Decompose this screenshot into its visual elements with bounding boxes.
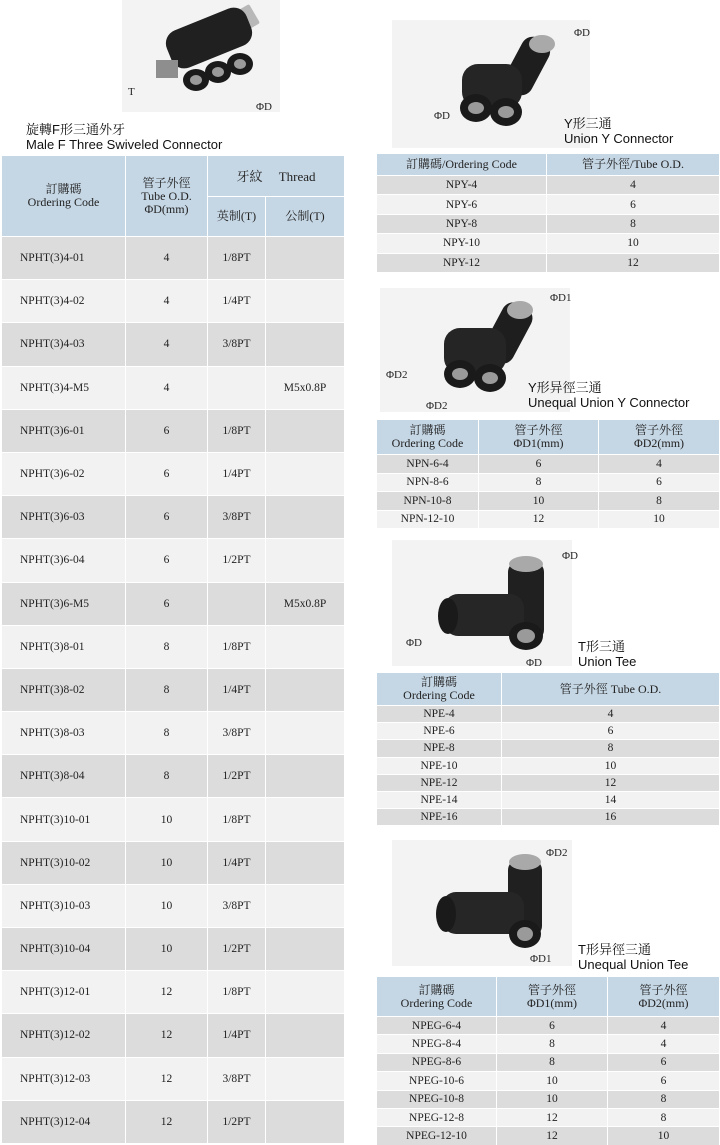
cell-pt: 3/8PT [208, 323, 266, 366]
header-d2: 管子外徑 ΦD2(mm) [608, 977, 720, 1017]
cell-metric [266, 539, 345, 582]
header-tube-od: 管子外徑 Tube O.D. ΦD(mm) [126, 156, 208, 237]
cell-ordering-code: NPN-10-8 [377, 492, 479, 511]
cell-ordering-code: NPHT(3)10-04 [2, 928, 126, 971]
table-row [377, 774, 720, 791]
table-row [377, 1072, 720, 1090]
cell-od: 6 [502, 723, 720, 740]
table-row [2, 323, 345, 366]
table-row [377, 253, 720, 272]
header-tube-od: 管子外徑 Tube O.D. [502, 673, 720, 706]
cell-ordering-code: NPE-16 [377, 809, 502, 826]
cell-d1: 10 [497, 1072, 608, 1090]
cell-metric [266, 971, 345, 1014]
table-row [377, 757, 720, 774]
cell-ordering-code: NPY-12 [377, 253, 547, 272]
cell-od: 10 [126, 928, 208, 971]
cell-d2: 8 [608, 1090, 720, 1108]
cell-od: 4 [502, 706, 720, 723]
cell-od: 12 [502, 774, 720, 791]
cell-pt: 1/2PT [208, 755, 266, 798]
cell-ordering-code: NPE-8 [377, 740, 502, 757]
cell-metric: M5x0.8P [266, 582, 345, 625]
cell-od: 12 [126, 1057, 208, 1100]
cell-od: 6 [126, 539, 208, 582]
cell-pt: 1/4PT [208, 841, 266, 884]
cell-ordering-code: NPHT(3)4-03 [2, 323, 126, 366]
table-row [2, 539, 345, 582]
cell-ordering-code: NPHT(3)8-03 [2, 712, 126, 755]
cell-pt: 1/2PT [208, 539, 266, 582]
union-tee-label-bottom: ΦD [526, 657, 542, 669]
header-ordering-code: 訂購碼 Ordering Code [377, 977, 497, 1017]
cell-od: 12 [126, 1100, 208, 1143]
cell-pt: 1/2PT [208, 1100, 266, 1143]
cell-d1: 6 [479, 455, 599, 474]
cell-od: 10 [547, 234, 720, 253]
table-row [377, 809, 720, 826]
cell-ordering-code: NPN-12-10 [377, 510, 479, 529]
cell-d1: 8 [479, 473, 599, 492]
unequal-tee-label-d1: ΦD1 [530, 953, 552, 965]
cell-metric [266, 237, 345, 280]
cell-ordering-code: NPHT(3)6-01 [2, 409, 126, 452]
cell-ordering-code: NPY-8 [377, 214, 547, 233]
cell-od: 14 [502, 791, 720, 808]
cell-od: 8 [126, 755, 208, 798]
cell-d1: 10 [497, 1090, 608, 1108]
cell-od: 4 [126, 323, 208, 366]
cell-metric [266, 798, 345, 841]
cell-od: 10 [126, 798, 208, 841]
header-ordering-code: 訂購碼 Ordering Code [2, 156, 126, 237]
cell-od: 6 [126, 582, 208, 625]
header-thread-metric: 公制(T) [266, 197, 345, 237]
cell-pt: 1/4PT [208, 1014, 266, 1057]
table-row [2, 755, 345, 798]
cell-od: 10 [502, 757, 720, 774]
cell-metric: M5x0.8P [266, 366, 345, 409]
cell-d1: 12 [479, 510, 599, 529]
cell-ordering-code: NPHT(3)4-M5 [2, 366, 126, 409]
cell-pt: 1/4PT [208, 668, 266, 711]
cell-metric [266, 496, 345, 539]
table-row [377, 706, 720, 723]
cell-pt: 3/8PT [208, 496, 266, 539]
cell-ordering-code: NPHT(3)4-01 [2, 237, 126, 280]
cell-pt: 1/2PT [208, 928, 266, 971]
cell-d1: 12 [497, 1108, 608, 1126]
table-row [377, 740, 720, 757]
cell-metric [266, 668, 345, 711]
cell-d2: 10 [599, 510, 720, 529]
cell-metric [266, 1057, 345, 1100]
cell-d1: 10 [479, 492, 599, 511]
header-thread: 牙紋 Thread [208, 156, 345, 197]
cell-ordering-code: NPEG-10-8 [377, 1090, 497, 1108]
table-row [377, 492, 720, 511]
cell-ordering-code: NPHT(3)8-01 [2, 625, 126, 668]
cell-od: 4 [547, 176, 720, 195]
unequal-tee-photo [392, 840, 572, 966]
cell-metric [266, 928, 345, 971]
cell-metric [266, 884, 345, 927]
cell-metric [266, 625, 345, 668]
table-row [377, 1108, 720, 1126]
cell-ordering-code: NPEG-10-6 [377, 1072, 497, 1090]
table-row [2, 280, 345, 323]
cell-pt: 3/8PT [208, 1057, 266, 1100]
table-row [2, 409, 345, 452]
cell-d1: 6 [497, 1017, 608, 1035]
cell-ordering-code: NPHT(3)8-02 [2, 668, 126, 711]
cell-od: 6 [126, 496, 208, 539]
table-row [2, 798, 345, 841]
cell-metric [266, 280, 345, 323]
unequal-y-label-d2-left: ΦD2 [386, 369, 408, 381]
cell-ordering-code: NPE-10 [377, 757, 502, 774]
cell-d1: 8 [497, 1035, 608, 1053]
table-row [2, 452, 345, 495]
unequal-y-label-d2-bottom: ΦD2 [426, 400, 448, 412]
unequal-y-label-d1: ΦD1 [550, 292, 572, 304]
cell-ordering-code: NPHT(3)4-02 [2, 280, 126, 323]
table-row [2, 1100, 345, 1143]
cell-ordering-code: NPHT(3)6-M5 [2, 582, 126, 625]
cell-od: 4 [126, 280, 208, 323]
table-row [377, 723, 720, 740]
header-d1: 管子外徑 ΦD1(mm) [497, 977, 608, 1017]
header-ordering-code: 訂購碼 Ordering Code [377, 673, 502, 706]
cell-d2: 4 [599, 455, 720, 474]
cell-metric [266, 409, 345, 452]
cell-metric [266, 1100, 345, 1143]
cell-pt: 3/8PT [208, 712, 266, 755]
cell-od: 6 [547, 195, 720, 214]
union-y-title: Y形三通 Union Y Connector [564, 116, 674, 146]
cell-od: 4 [126, 237, 208, 280]
cell-od: 8 [547, 214, 720, 233]
union-y-label-left: ΦD [434, 110, 450, 122]
cell-ordering-code: NPE-6 [377, 723, 502, 740]
union-tee-label-top: ΦD [562, 550, 578, 562]
cell-od: 10 [126, 841, 208, 884]
union-y-photo [392, 20, 590, 148]
cell-ordering-code: NPEG-8-4 [377, 1035, 497, 1053]
table-row [2, 496, 345, 539]
table-row [377, 473, 720, 492]
cell-metric [266, 1014, 345, 1057]
cell-pt [208, 582, 266, 625]
cell-ordering-code: NPN-6-4 [377, 455, 479, 474]
table-row [2, 1057, 345, 1100]
cell-od: 12 [126, 971, 208, 1014]
header-tube-od: 管子外徑/Tube O.D. [547, 154, 720, 176]
cell-pt: 1/8PT [208, 625, 266, 668]
cell-od: 12 [547, 253, 720, 272]
cell-ordering-code: NPY-6 [377, 195, 547, 214]
cell-pt: 1/4PT [208, 280, 266, 323]
cell-d2: 10 [608, 1127, 720, 1145]
main-title [26, 122, 222, 152]
cell-ordering-code: NPEG-8-6 [377, 1053, 497, 1071]
table-row [2, 928, 345, 971]
cell-od: 10 [126, 884, 208, 927]
table-row [377, 1035, 720, 1053]
table-row [2, 237, 345, 280]
table-row [377, 1127, 720, 1145]
unequal-y-title: Y形异徑三通 Unequal Union Y Connector [528, 380, 690, 410]
union-tee-title: T形三通 Union Tee [578, 639, 637, 669]
union-y-label-top: ΦD [574, 27, 590, 39]
cell-ordering-code: NPHT(3)10-03 [2, 884, 126, 927]
table-row [377, 176, 720, 195]
table-row [377, 1090, 720, 1108]
table-row [377, 1017, 720, 1035]
cell-ordering-code: NPHT(3)12-01 [2, 971, 126, 1014]
cell-ordering-code: NPN-8-6 [377, 473, 479, 492]
unequal-tee-title: T形异徑三通 Unequal Union Tee [578, 942, 689, 972]
cell-d2: 4 [608, 1017, 720, 1035]
table-row [377, 455, 720, 474]
cell-ordering-code: NPEG-12-8 [377, 1108, 497, 1126]
cell-ordering-code: NPY-10 [377, 234, 547, 253]
cell-od: 8 [126, 712, 208, 755]
main-title-cn: 旋轉F形三通外牙 [26, 122, 125, 137]
cell-d2: 6 [599, 473, 720, 492]
cell-d2: 6 [608, 1053, 720, 1071]
cell-ordering-code: NPE-12 [377, 774, 502, 791]
table-row [377, 214, 720, 233]
cell-ordering-code: NPHT(3)6-04 [2, 539, 126, 582]
cell-d1: 12 [497, 1127, 608, 1145]
table-row [2, 971, 345, 1014]
cell-ordering-code: NPEG-12-10 [377, 1127, 497, 1145]
table-row [2, 1014, 345, 1057]
union-y-table [376, 153, 720, 273]
main-title-en: Male F Three Swiveled Connector [26, 137, 223, 152]
cell-ordering-code: NPHT(3)12-04 [2, 1100, 126, 1143]
union-tee-table [376, 672, 720, 826]
cell-od: 8 [126, 625, 208, 668]
unequal-y-table [376, 419, 720, 529]
table-row [2, 625, 345, 668]
cell-ordering-code: NPE-4 [377, 706, 502, 723]
male-f-table [1, 155, 345, 1144]
cell-metric [266, 323, 345, 366]
cell-ordering-code: NPHT(3)8-04 [2, 755, 126, 798]
table-row [2, 366, 345, 409]
table-row [377, 791, 720, 808]
cell-metric [266, 452, 345, 495]
cell-od: 16 [502, 809, 720, 826]
cell-d2: 8 [599, 492, 720, 511]
cell-pt: 1/8PT [208, 971, 266, 1014]
cell-ordering-code: NPHT(3)10-01 [2, 798, 126, 841]
cell-pt: 1/8PT [208, 798, 266, 841]
photo-label-d: ΦD [256, 101, 272, 113]
cell-pt: 1/4PT [208, 452, 266, 495]
table-row [2, 841, 345, 884]
cell-pt: 1/8PT [208, 409, 266, 452]
cell-d2: 6 [608, 1072, 720, 1090]
cell-ordering-code: NPHT(3)12-03 [2, 1057, 126, 1100]
cell-od: 6 [126, 452, 208, 495]
header-thread-pt: 英制(T) [208, 197, 266, 237]
cell-pt: 1/8PT [208, 237, 266, 280]
table-row [2, 884, 345, 927]
cell-ordering-code: NPHT(3)6-03 [2, 496, 126, 539]
table-row [2, 668, 345, 711]
union-tee-label-left: ΦD [406, 637, 422, 649]
cell-ordering-code: NPHT(3)10-02 [2, 841, 126, 884]
cell-pt [208, 366, 266, 409]
photo-label-t: T [128, 86, 135, 98]
table-row [377, 195, 720, 214]
table-row [377, 234, 720, 253]
male-f-connector-photo [122, 0, 280, 112]
table-row [2, 712, 345, 755]
cell-pt: 3/8PT [208, 884, 266, 927]
header-ordering-code: 訂購碼 Ordering Code [377, 420, 479, 455]
cell-ordering-code: NPE-14 [377, 791, 502, 808]
table-row [377, 1053, 720, 1071]
table-row [2, 582, 345, 625]
header-d1: 管子外徑 ΦD1(mm) [479, 420, 599, 455]
cell-metric [266, 712, 345, 755]
unequal-tee-table [376, 976, 720, 1145]
table-row [377, 510, 720, 529]
cell-d2: 4 [608, 1035, 720, 1053]
cell-metric [266, 755, 345, 798]
cell-od: 12 [126, 1014, 208, 1057]
unequal-tee-label-d2: ΦD2 [546, 847, 568, 859]
cell-ordering-code: NPY-4 [377, 176, 547, 195]
cell-d1: 8 [497, 1053, 608, 1071]
cell-od: 8 [126, 668, 208, 711]
cell-metric [266, 841, 345, 884]
header-d2: 管子外徑 ΦD2(mm) [599, 420, 720, 455]
cell-ordering-code: NPEG-6-4 [377, 1017, 497, 1035]
cell-od: 6 [126, 409, 208, 452]
cell-od: 8 [502, 740, 720, 757]
cell-ordering-code: NPHT(3)12-02 [2, 1014, 126, 1057]
cell-ordering-code: NPHT(3)6-02 [2, 452, 126, 495]
cell-d2: 8 [608, 1108, 720, 1126]
cell-od: 4 [126, 366, 208, 409]
header-ordering-code: 訂購碼/Ordering Code [377, 154, 547, 176]
